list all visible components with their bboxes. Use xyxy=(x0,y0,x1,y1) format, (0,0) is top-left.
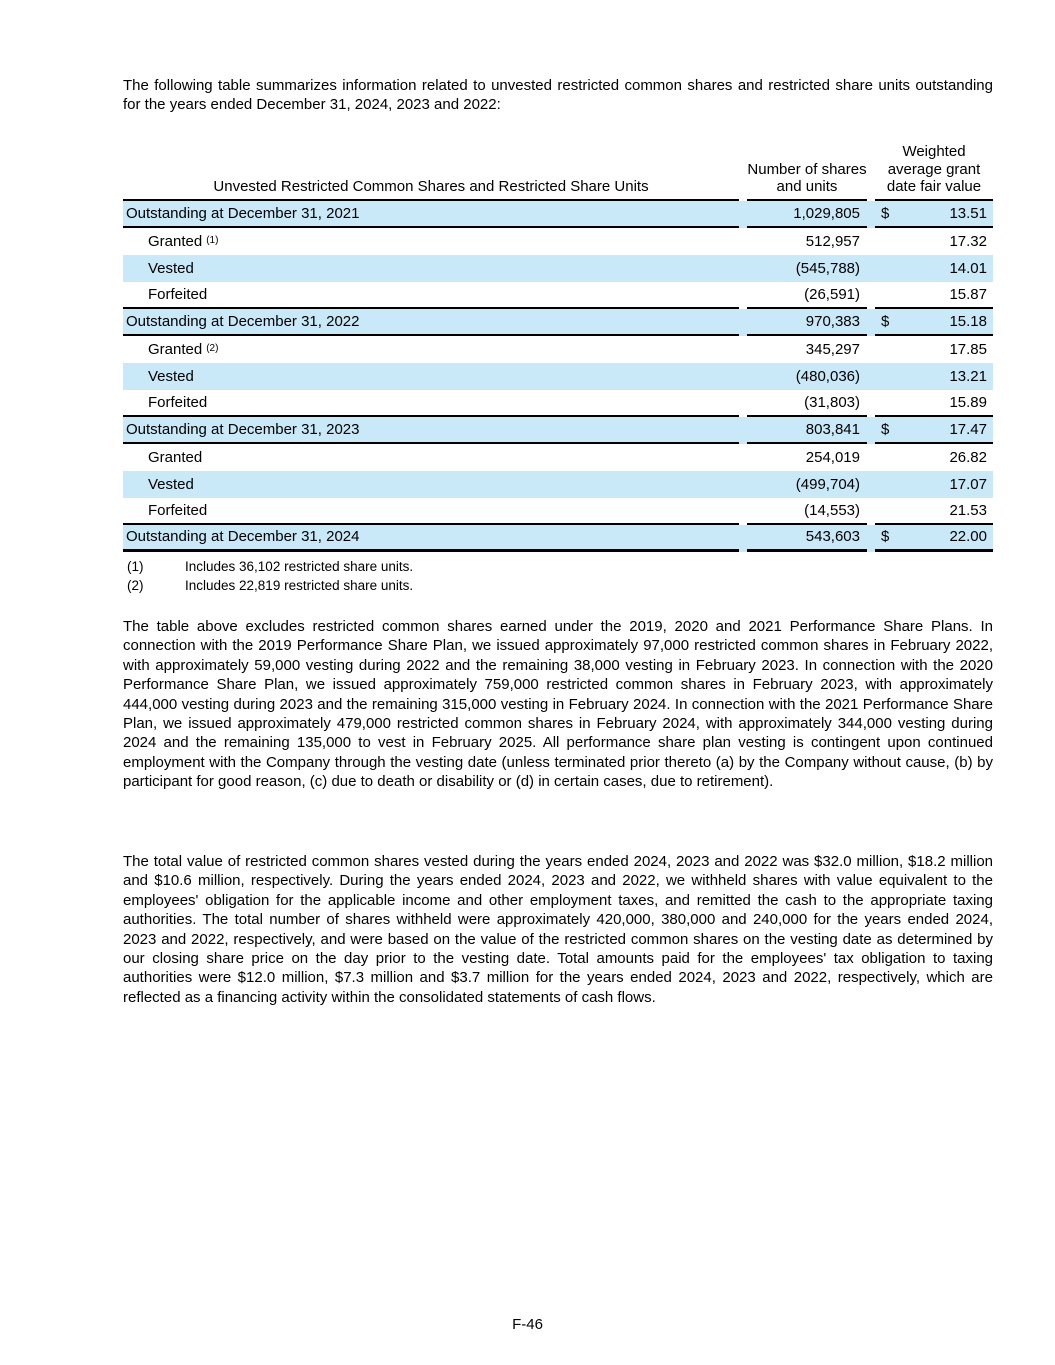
row-shares-value: (480,036) xyxy=(795,367,860,385)
performance-share-plans-paragraph: The table above excludes restricted common shares earned under the 2019, 2020 and 2021 Performance Share Plans. In connection with the 2019 Performance Share Plan, we issued approximately 97,000 restricted common shares in February 2022, with approximately 59,000 vesting during 2022 and the remaining 38,000 vesting in February 2023. In connection with the 2020 Performance Share Plan, we issued approximately 759,000 restricted common shares in February 2023, with approximately 444,000 vesting during 2023 and the remaining 315,000 vesting in February 2024. In connection with the 2021 Performance Share Plan, we issued approximately 479,000 restricted common shares in February 2024, with approximately 344,000 vesting during 2024 and the remaining 135,000 to vest in February 2025. All performance share plan vesting is contingent upon continued employment with the Company through the vesting date (unless terminated prior thereto (a) by the Company without cause, (b) by participant for good reason, (c) due to death or disability or (d) in certain cases, due to retirement). xyxy=(123,618,993,791)
row-shares-value: 970,383 xyxy=(805,312,860,330)
row-label-text: Granted xyxy=(148,232,203,250)
row-fair-value-cell xyxy=(875,525,993,552)
row-label-text: Outstanding at December 31, 2023 xyxy=(126,420,360,438)
row-fair-value: 17.07 xyxy=(949,475,987,493)
footnote-2 xyxy=(127,576,987,595)
row-fair-value: 13.21 xyxy=(949,367,987,385)
row-fair-value: 17.32 xyxy=(949,232,987,250)
row-fair-value-cell xyxy=(875,471,993,498)
row-shares-value: 345,297 xyxy=(805,340,860,358)
row-fair-value-cell xyxy=(875,444,993,471)
row-footnote-ref: (2) xyxy=(206,342,219,354)
row-shares-value: 1,029,805 xyxy=(793,204,860,222)
table-row xyxy=(123,417,993,444)
row-shares-cell xyxy=(747,363,867,390)
row-fair-value-cell xyxy=(875,309,993,336)
row-shares-cell xyxy=(747,525,867,552)
row-dollar-sign: $ xyxy=(881,528,890,545)
row-label-cell xyxy=(123,228,739,255)
row-label-cell xyxy=(123,417,739,444)
row-fair-value-cell xyxy=(875,282,993,309)
table-row xyxy=(123,201,993,228)
table-footnotes xyxy=(127,557,987,595)
table-row xyxy=(123,525,993,552)
row-fair-value: 15.89 xyxy=(949,393,987,411)
row-label-text: Forfeited xyxy=(148,285,208,303)
row-label-cell xyxy=(123,336,739,363)
table-row xyxy=(123,390,993,417)
row-shares-value: (545,788) xyxy=(795,259,860,277)
row-shares-value: 803,841 xyxy=(805,420,860,438)
table-header-fair-value: Weighted average grant date fair value xyxy=(875,143,993,201)
row-fair-value-cell xyxy=(875,390,993,417)
table-row xyxy=(123,309,993,336)
row-fair-value: 22.00 xyxy=(949,528,987,545)
intro-paragraph: The following table summarizes information related to unvested restricted common shares and restricted share units outstanding for the years ended December 31, 2024, 2023 and 2022: xyxy=(123,77,993,114)
row-fair-value: 15.87 xyxy=(949,285,987,303)
row-shares-cell xyxy=(747,444,867,471)
row-dollar-sign: $ xyxy=(881,204,890,222)
table-row xyxy=(123,471,993,498)
row-fair-value: 17.85 xyxy=(949,340,987,358)
row-label-cell xyxy=(123,525,739,552)
row-footnote-ref: (1) xyxy=(206,234,219,246)
table-row xyxy=(123,228,993,255)
row-fair-value-cell xyxy=(875,336,993,363)
row-label-text: Vested xyxy=(148,475,194,493)
row-shares-cell xyxy=(747,282,867,309)
footnote-2-marker: (2) xyxy=(127,578,144,593)
row-label-cell xyxy=(123,363,739,390)
row-shares-cell xyxy=(747,390,867,417)
row-label-cell xyxy=(123,309,739,336)
row-shares-value: 543,603 xyxy=(805,528,860,545)
page-number: F-46 xyxy=(512,1316,543,1333)
row-label-text: Granted xyxy=(148,340,203,358)
row-fair-value-cell xyxy=(875,228,993,255)
row-shares-cell xyxy=(747,417,867,444)
row-label-text: Vested xyxy=(148,367,194,385)
row-shares-cell xyxy=(747,201,867,228)
table-header-row xyxy=(123,143,993,201)
row-label-text: Outstanding at December 31, 2022 xyxy=(126,312,360,330)
row-fair-value-cell xyxy=(875,363,993,390)
table-row xyxy=(123,363,993,390)
row-fair-value: 26.82 xyxy=(949,448,987,466)
row-shares-cell xyxy=(747,228,867,255)
row-label-cell xyxy=(123,471,739,498)
row-shares-value: (499,704) xyxy=(795,475,860,493)
unvested-shares-table xyxy=(123,143,993,552)
row-label-cell xyxy=(123,255,739,282)
row-label-cell xyxy=(123,282,739,309)
footnote-1 xyxy=(127,557,987,576)
row-dollar-sign: $ xyxy=(881,312,890,330)
row-shares-value: (14,553) xyxy=(804,501,860,519)
row-label-text: Vested xyxy=(148,259,194,277)
row-shares-value: 512,957 xyxy=(805,232,860,250)
vested-value-paragraph: The total value of restricted common shares vested during the years ended 2024, 2023 and 2022 was $32.0 million, $18.2 million and $10.6 million, respectively. During the years ended 2024, 2023 and 2022, we withheld shares with value equivalent to the employees' obligation for the applicable income and other employment taxes, and remitted the cash to the appropriate taxing authorities. The total number of shares withheld were approximately 420,000, 380,000 and 240,000 for the years ended 2024, 2023 and 2022, respectively, and were based on the value of the restricted common shares on the vesting date as determined by our closing share price on the day prior to the vesting date. Total amounts paid for the employees' tax obligation to taxing authorities were $12.0 million, $7.3 million and $3.7 million for the years ended 2024, 2023 and 2022, respectively, which are reflected as a financing activity within the consolidated statements of cash flows. xyxy=(123,853,993,1006)
row-label-cell xyxy=(123,444,739,471)
row-fair-value-cell xyxy=(875,498,993,525)
row-shares-cell xyxy=(747,309,867,336)
footnote-1-marker: (1) xyxy=(127,559,144,574)
row-fair-value: 21.53 xyxy=(949,501,987,519)
table-row xyxy=(123,255,993,282)
row-label-text: Granted xyxy=(148,448,203,466)
row-fair-value: 14.01 xyxy=(949,259,987,277)
row-dollar-sign: $ xyxy=(881,420,890,438)
row-label-cell xyxy=(123,201,739,228)
row-fair-value: 15.18 xyxy=(949,312,987,330)
table-row xyxy=(123,282,993,309)
footnote-1-text: Includes 36,102 restricted share units. xyxy=(185,559,414,574)
table-row xyxy=(123,498,993,525)
row-shares-cell xyxy=(747,336,867,363)
row-label-text: Outstanding at December 31, 2024 xyxy=(126,528,360,545)
footnote-2-text: Includes 22,819 restricted share units. xyxy=(185,578,414,593)
table-row xyxy=(123,444,993,471)
row-shares-value: (31,803) xyxy=(804,393,860,411)
row-shares-cell xyxy=(747,255,867,282)
row-shares-cell xyxy=(747,498,867,525)
row-shares-value: (26,591) xyxy=(804,285,860,303)
table-body xyxy=(123,201,993,552)
table-row xyxy=(123,336,993,363)
row-fair-value-cell xyxy=(875,417,993,444)
row-shares-value: 254,019 xyxy=(805,448,860,466)
row-label-cell xyxy=(123,390,739,417)
row-label-text: Outstanding at December 31, 2021 xyxy=(126,204,360,222)
row-label-cell xyxy=(123,498,739,525)
row-shares-cell xyxy=(747,471,867,498)
row-fair-value-cell xyxy=(875,255,993,282)
row-label-text: Forfeited xyxy=(148,393,208,411)
row-fair-value: 13.51 xyxy=(949,204,987,222)
row-fair-value: 17.47 xyxy=(949,420,987,438)
table-header-label: Unvested Restricted Common Shares and Restricted Share Units xyxy=(123,143,739,201)
table-header-shares: Number of shares and units xyxy=(747,143,867,201)
row-label-text: Forfeited xyxy=(148,501,208,519)
row-fair-value-cell xyxy=(875,201,993,228)
